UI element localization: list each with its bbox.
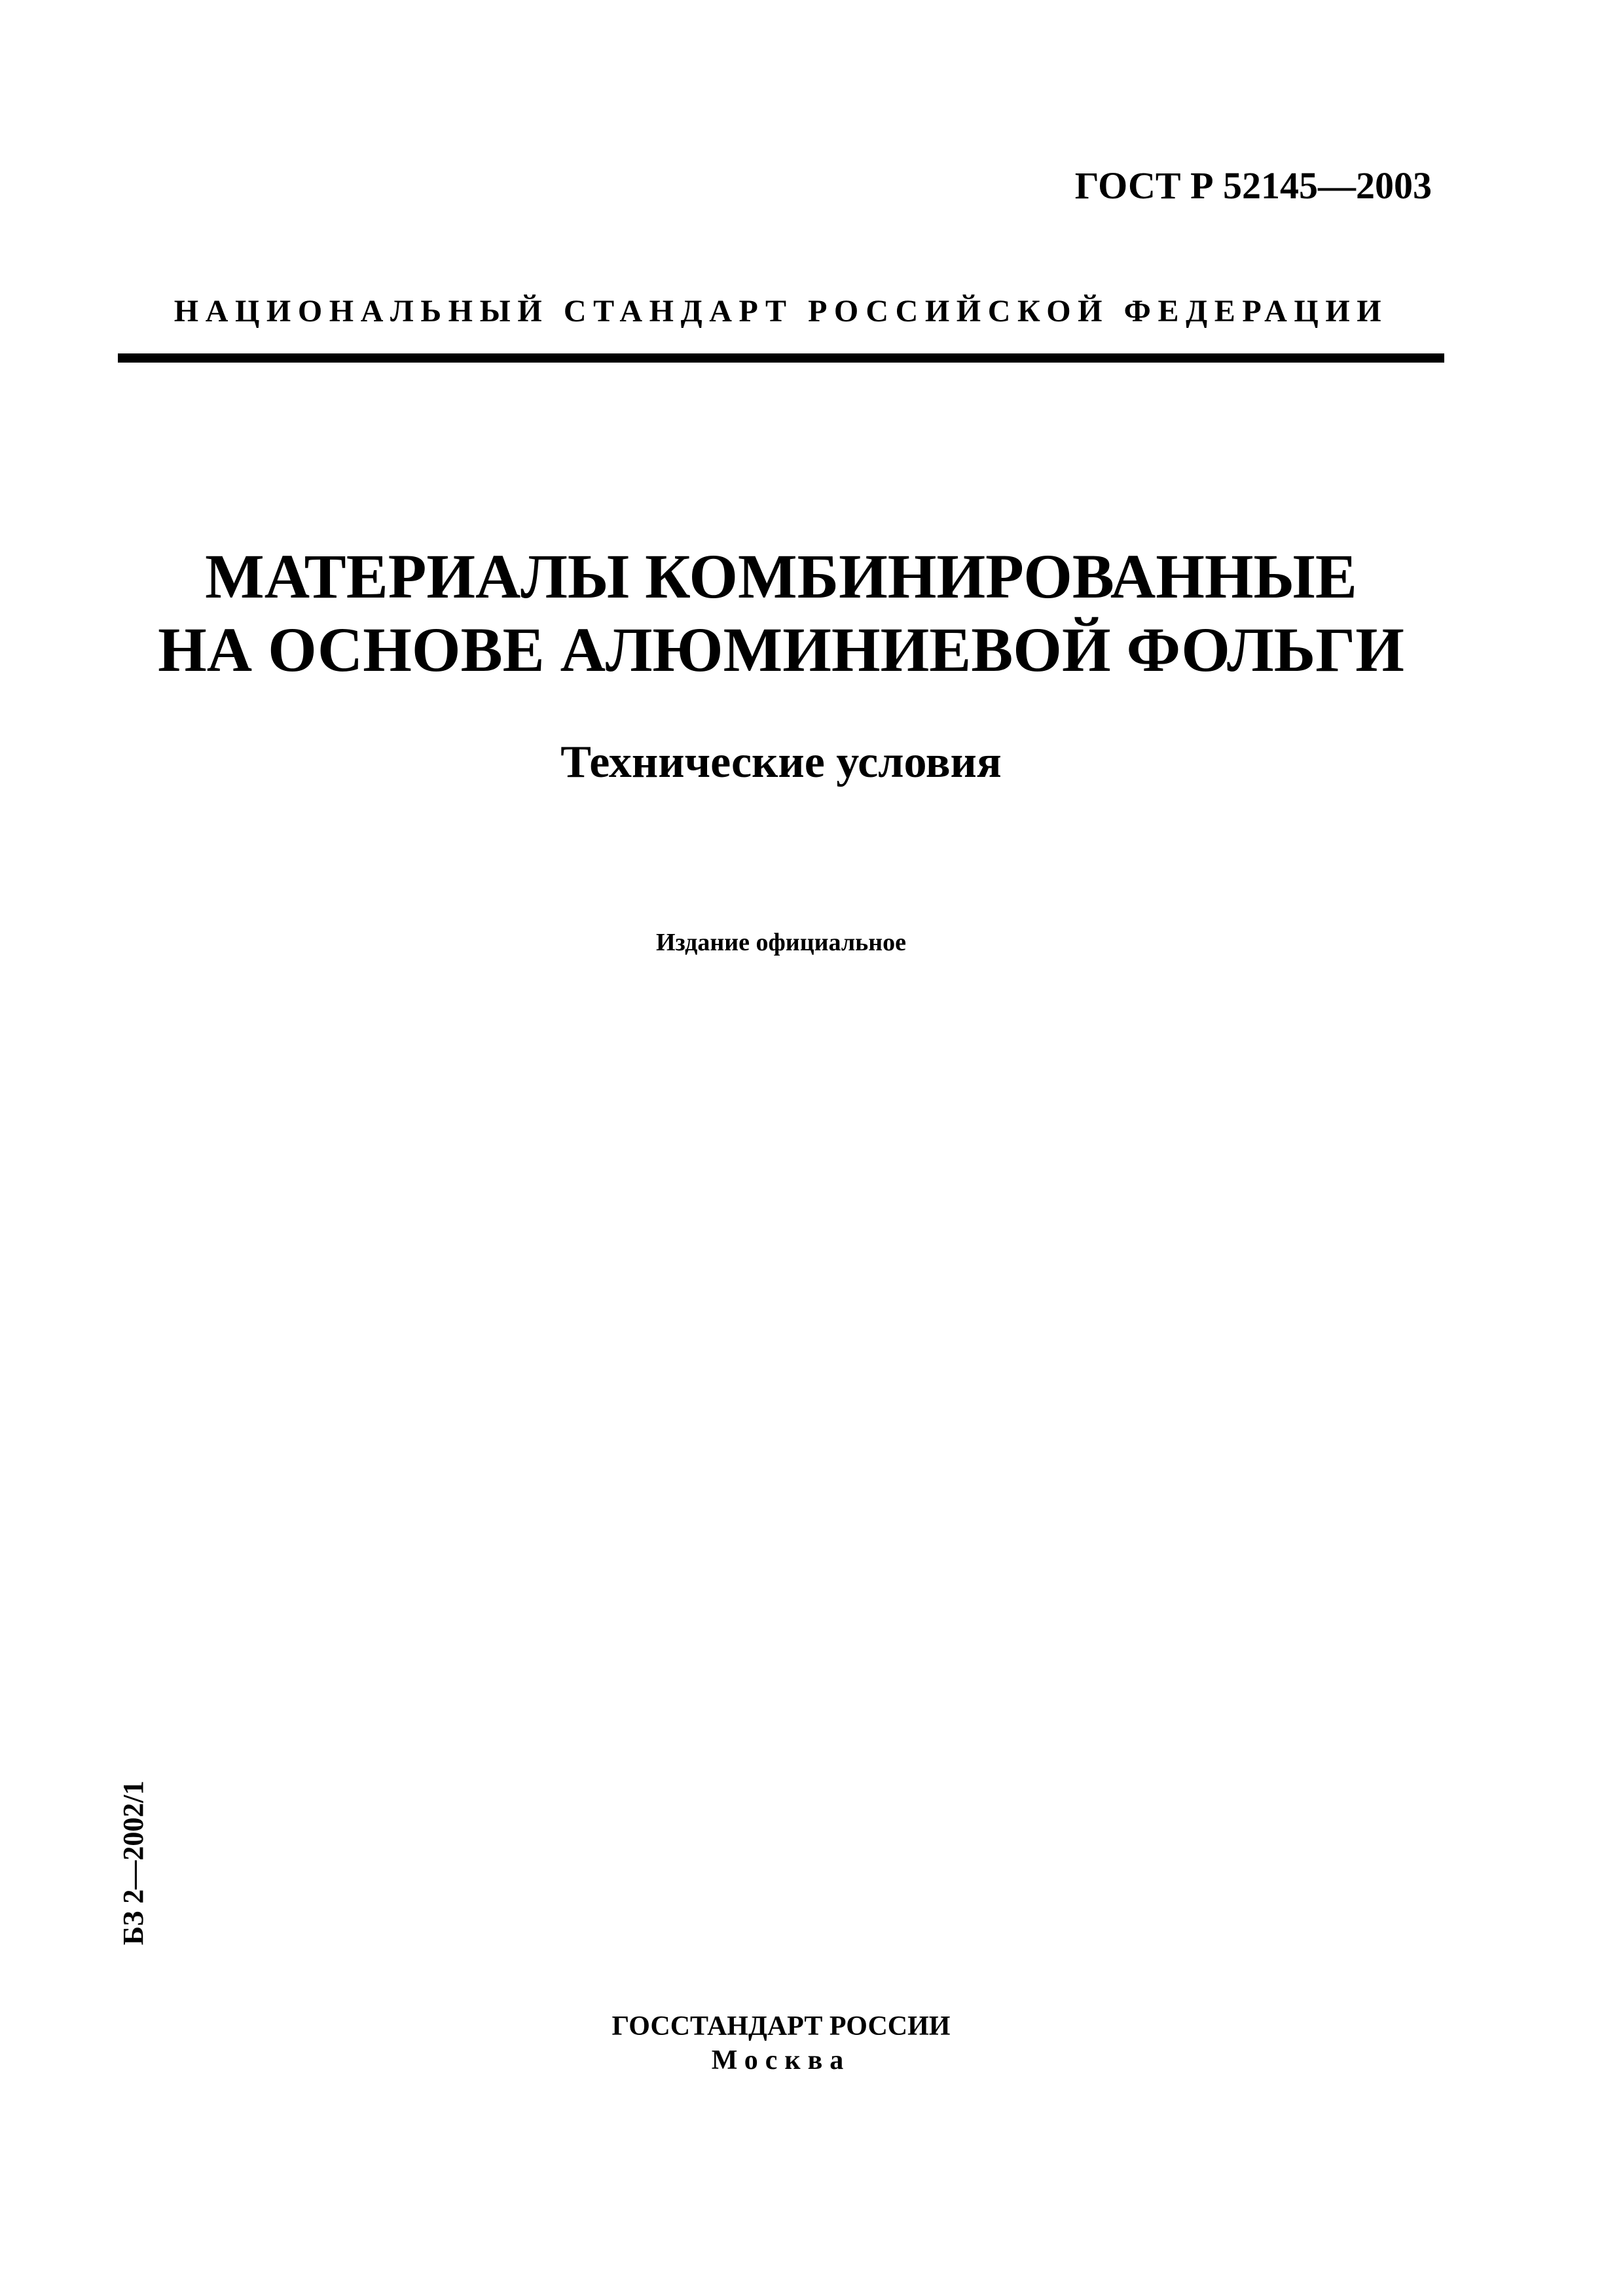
title-line-1: МАТЕРИАЛЫ КОМБИНИРОВАННЫЕ [205, 541, 1357, 611]
document-subtitle: Технические условия [560, 737, 1002, 787]
title-line-2: НА ОСНОВЕ АЛЮМИНИЕВОЙ ФОЛЬГИ [158, 615, 1404, 685]
publisher-name: ГОССТАНДАРТ РОССИИ [611, 2011, 951, 2041]
document-number: ГОСТ Р 52145—2003 [1074, 164, 1432, 207]
document-title [118, 540, 1444, 687]
publisher-block [118, 2009, 1444, 2077]
publisher-city: Москва [711, 2045, 851, 2075]
standard-type-heading: НАЦИОНАЛЬНЫЙ СТАНДАРТ РОССИЙСКОЙ ФЕДЕРАЦИИ [173, 294, 1389, 329]
header-divider [118, 353, 1444, 363]
edition-label: Издание официальное [655, 929, 906, 956]
side-code: БЗ 2—2002/1 [117, 1780, 149, 1945]
